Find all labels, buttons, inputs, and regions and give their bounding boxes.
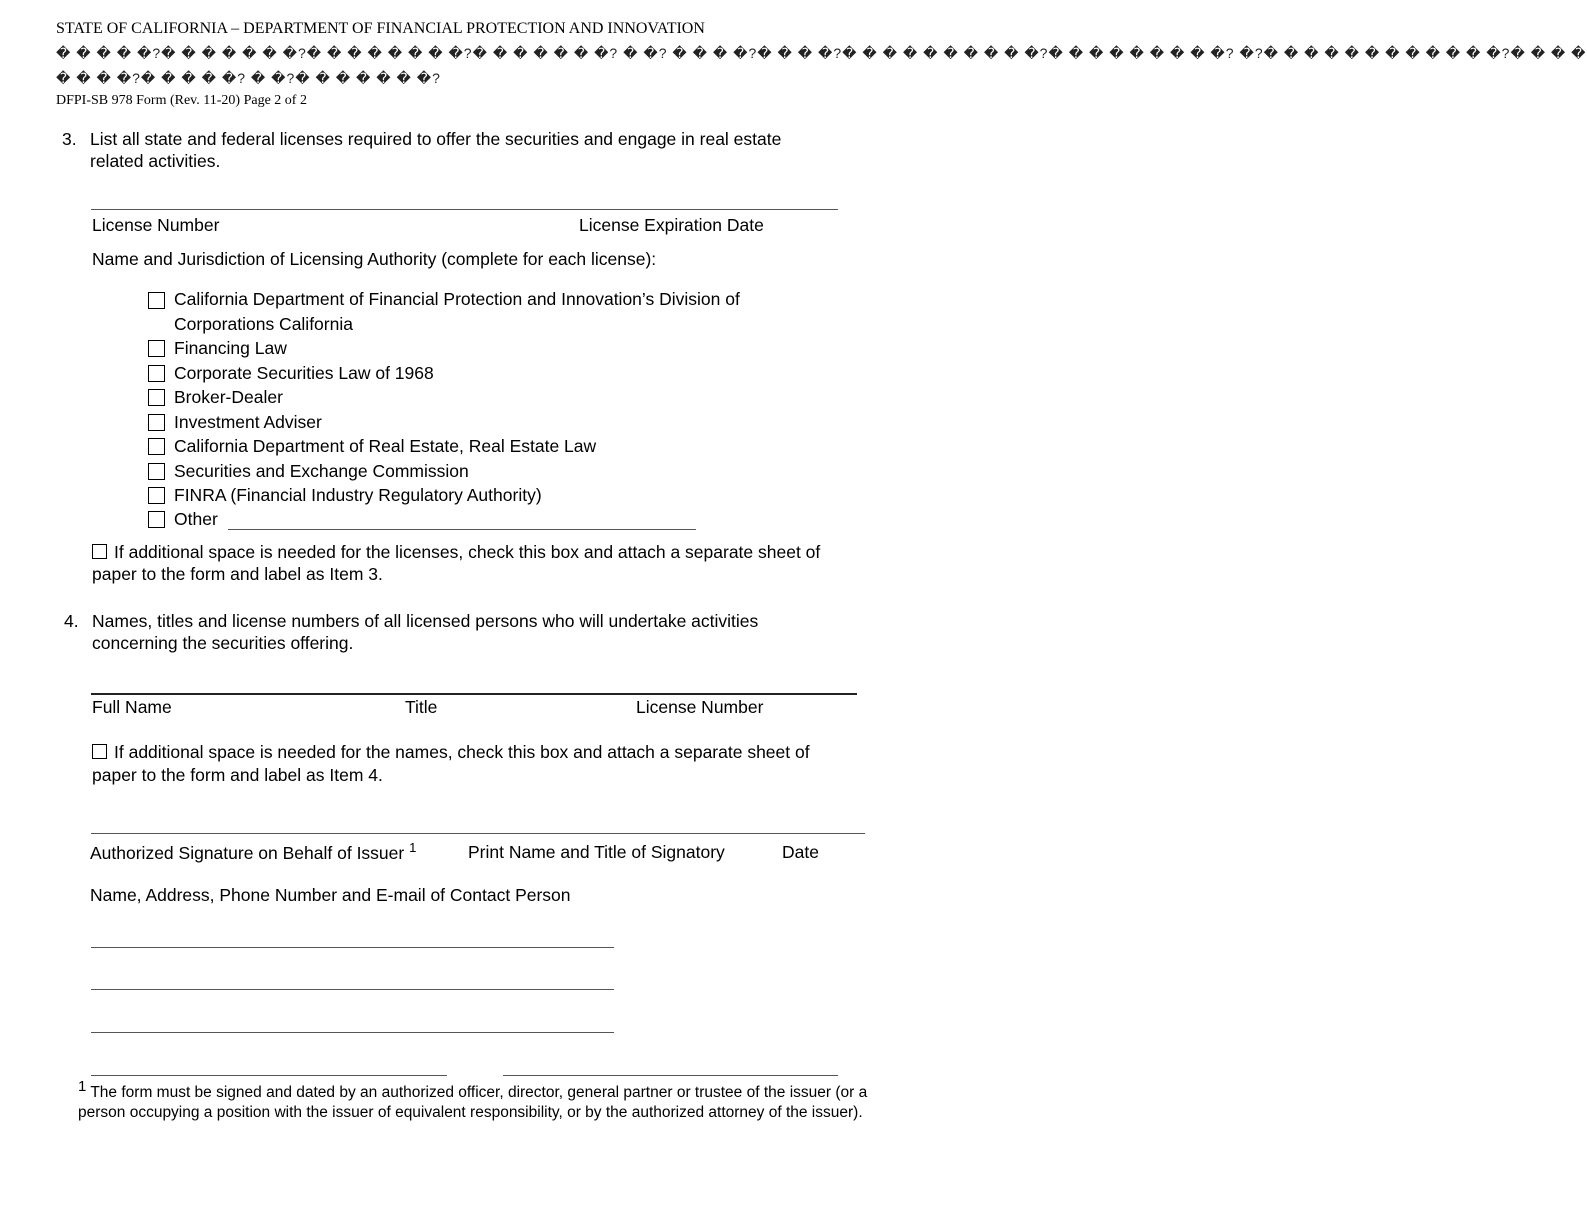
- licensing-authority-label: Name and Jurisdiction of Licensing Authority (complete for each license):: [92, 249, 657, 269]
- checkbox-investment-adviser[interactable]: [148, 414, 165, 431]
- checkbox-broker-dealer[interactable]: [148, 389, 165, 406]
- contact-line-4b[interactable]: [503, 1075, 838, 1076]
- checkbox-corporate-securities-law[interactable]: [148, 365, 165, 382]
- contact-person-label: Name, Address, Phone Number and E-mail of Contact Person: [90, 885, 571, 905]
- license-number-label: License Number: [92, 215, 220, 235]
- option-investment-adviser-label: Investment Adviser: [174, 412, 322, 432]
- checkbox-other[interactable]: [148, 511, 165, 528]
- checkbox-financing-law[interactable]: [148, 340, 165, 357]
- additional-licenses-text-line2: paper to the form and label as Item 3.: [92, 564, 383, 584]
- garbled-text-line-1: � � � � �?� � � � � � �?� � � � � � � �?� � � � � � �? � �? � � � �?� � � �?� � � � � � � � � �?� � � � � � � � �? �?� � � � � � � � � � � �?� � � �: [56, 45, 1587, 61]
- checkbox-finra[interactable]: [148, 487, 165, 504]
- item4-text-line2: concerning the securities offering.: [92, 633, 354, 653]
- license-entry-line[interactable]: [91, 209, 838, 210]
- option-finra-label: FINRA (Financial Industry Regulatory Authority): [174, 485, 542, 505]
- checkbox-additional-licenses[interactable]: [92, 544, 107, 559]
- footnote-marker: 1: [78, 1078, 87, 1095]
- signature-line[interactable]: [91, 833, 865, 834]
- item3-text-line2: related activities.: [90, 151, 221, 171]
- contact-line-4a[interactable]: [91, 1075, 447, 1076]
- item3-text-line1: List all state and federal licenses required to offer the securities and engage in real estate: [90, 129, 782, 149]
- additional-names-text-line2: paper to the form and label as Item 4.: [92, 765, 383, 785]
- licensed-person-entry-line[interactable]: [91, 693, 857, 695]
- checkbox-dre-real-estate-law[interactable]: [148, 438, 165, 455]
- footnote-text: The form must be signed and dated by an authorized officer, director, general partner or trustee of the issuer (or a person occupying a position with the issuer of equivalent responsibility, or by the authorized attorney of the issuer).: [78, 1084, 868, 1121]
- form-id: DFPI-SB 978 Form (Rev. 11-20) Page 2 of 2: [56, 93, 307, 108]
- contact-line-3[interactable]: [91, 1032, 614, 1033]
- item4-number: 4.: [64, 611, 79, 631]
- license-expiration-label: License Expiration Date: [579, 215, 764, 235]
- option-dre-label: California Department of Real Estate, Real Estate Law: [174, 436, 597, 456]
- option-corporate-securities-label: Corporate Securities Law of 1968: [174, 363, 434, 383]
- additional-licenses-text-line1: If additional space is needed for the licenses, check this box and attach a separate sheet of: [114, 542, 821, 562]
- checkbox-dfpi-corporations[interactable]: [148, 292, 165, 309]
- additional-names-text-line1: If additional space is needed for the names, check this box and attach a separate sheet of: [114, 742, 810, 762]
- agency-title: STATE OF CALIFORNIA – DEPARTMENT OF FINANCIAL PROTECTION AND INNOVATION: [56, 20, 705, 37]
- option-broker-dealer-label: Broker-Dealer: [174, 387, 283, 407]
- footnote: [78, 1078, 878, 1122]
- other-specify-line[interactable]: [228, 529, 696, 530]
- checkbox-additional-names[interactable]: [92, 744, 107, 759]
- item3-number: 3.: [62, 129, 77, 149]
- title-label: Title: [405, 697, 438, 717]
- option-sec-label: Securities and Exchange Commission: [174, 461, 469, 481]
- authorized-signature-label: Authorized Signature on Behalf of Issuer $^1$: [90, 840, 417, 863]
- contact-line-1[interactable]: [91, 947, 614, 948]
- checkbox-sec[interactable]: [148, 463, 165, 480]
- option-other-label: Other: [174, 509, 218, 529]
- footnote-ref: 1: [409, 840, 417, 855]
- option-financing-law-label: Financing Law: [174, 338, 287, 358]
- garbled-text-line-2: � � � �?� � � � �? � �?� � � � � � �?: [56, 70, 441, 86]
- date-label: Date: [782, 842, 819, 862]
- print-name-label: Print Name and Title of Signatory: [468, 842, 725, 862]
- full-name-label: Full Name: [92, 697, 172, 717]
- item4-license-number-label: License Number: [636, 697, 764, 717]
- option-dfpi-label-line1: California Department of Financial Protection and Innovation’s Division of: [174, 289, 740, 309]
- option-dfpi-label-line2: Corporations California: [174, 314, 353, 334]
- contact-line-2[interactable]: [91, 989, 614, 990]
- item4-text-line1: Names, titles and license numbers of all licensed persons who will undertake activities: [92, 611, 759, 631]
